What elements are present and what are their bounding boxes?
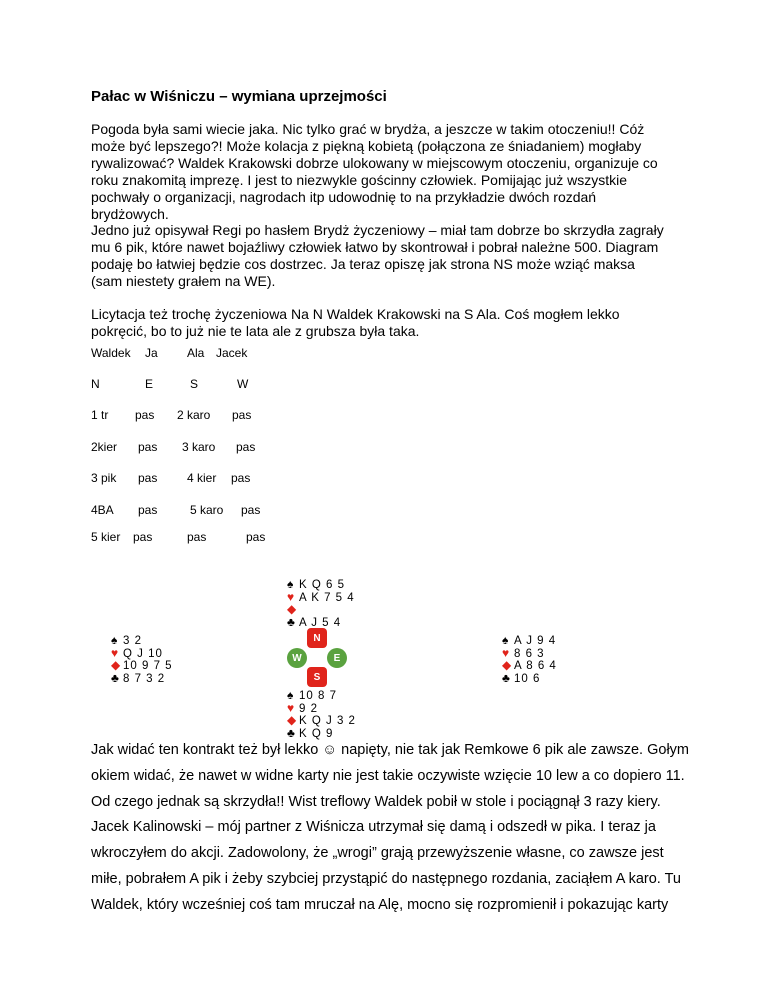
south-diamonds: K Q J 3 2 xyxy=(299,715,356,727)
compass-north: N xyxy=(307,628,327,648)
west-diamonds: 10 9 7 5 xyxy=(123,660,173,672)
auction-bid: pas xyxy=(241,503,261,517)
text-line: pochwały o organizacji, nagrodach itp udowodnię to na przykładzie dwóch rozdań xyxy=(91,189,597,205)
spade-icon: ♠ xyxy=(287,577,294,591)
auction-bid: 1 tr xyxy=(91,408,109,422)
text-line: Waldek, który wcześniej coś tam mruczał na Alę, mocno się rozpromienił i pokazując karty xyxy=(91,896,669,913)
text-line: wkroczyłem do akcji. Zadowolony, że „wrogi” grają przewyższenie własne, co zawsze jest xyxy=(91,845,664,862)
diamond-icon: ◆ xyxy=(502,658,512,672)
diamond-icon: ◆ xyxy=(287,602,297,616)
east-clubs: 10 6 xyxy=(514,672,541,685)
club-icon: ♣ xyxy=(287,725,295,740)
spade-icon: ♠ xyxy=(287,688,294,702)
compass-west: W xyxy=(287,648,307,668)
auction-bid: pas xyxy=(187,530,207,544)
east-diamonds: A 8 6 4 xyxy=(514,660,557,672)
text-line: Jedno już opisywał Regi po hasłem Brydż życzeniowy – miał tam dobrze bo skrzydła zagrały xyxy=(91,222,664,238)
auction-bid: 4 kier xyxy=(187,471,217,485)
auction-bid: pas xyxy=(138,471,158,485)
text-line: miłe, pobrałem A pik i żeby szybciej przystąpić do następnego rozdania, zaciąłem A karo. Tu xyxy=(91,870,681,887)
auction-bid: pas xyxy=(138,440,158,454)
text-line: mu 6 pik, które nawet bojaźliwy człowiek łatwo by skontrował i pobrał należne 500. Diagram xyxy=(91,239,659,255)
text-line: (sam niestety grałem na WE). xyxy=(91,273,276,289)
south-spades: 10 8 7 xyxy=(299,690,337,702)
club-icon: ♣ xyxy=(287,614,295,629)
auction-bid: pas xyxy=(236,440,256,454)
heart-icon: ♥ xyxy=(287,700,295,715)
auction-player: Ala xyxy=(187,346,205,360)
auction-seat: S xyxy=(190,377,199,391)
west-clubs: 8 7 3 2 xyxy=(123,672,166,685)
south-hand xyxy=(287,689,356,739)
text-line: może być lepszego?! Może kolacja z piękną kobietą (połączona ze śniadaniem) mogłaby xyxy=(91,138,642,154)
auction-bid: pas xyxy=(246,530,266,544)
spade-icon: ♠ xyxy=(111,633,118,647)
auction-bid: 5 karo xyxy=(190,503,224,517)
north-hearts: A K 7 5 4 xyxy=(299,591,355,604)
auction-bid: 3 pik xyxy=(91,471,117,485)
auction-bid: 3 karo xyxy=(182,440,216,454)
auction-bid: 2 karo xyxy=(177,408,211,422)
compass-graphic xyxy=(285,628,351,688)
auction-player: Jacek xyxy=(216,346,248,360)
text-line: Jak widać ten kontrakt też był lekko ☺ napięty, nie tak jak Remkowe 6 pik ale zawsze. Gołym xyxy=(91,742,690,758)
south-clubs: K Q 9 xyxy=(299,727,334,740)
text-line: brydżowych. xyxy=(91,206,169,222)
text-line: okiem widać, że nawet w widne karty nie jest takie oczywiste wzięcie 10 lew a co dopiero 11. xyxy=(91,767,685,784)
text-line: Licytacja też trochę życzeniowa Na N Waldek Krakowski na S Ala. Coś mogłem lekko xyxy=(91,306,620,322)
heart-icon: ♥ xyxy=(111,645,119,660)
text-line: roku znakomitą imprezę. I jest to niezwykle gościnny człowiek. Pomijając już wszystkie xyxy=(91,172,628,188)
south-hearts: 9 2 xyxy=(299,702,318,715)
text-line: Pogoda była sami wiecie jaka. Nic tylko grać w brydża, a jeszcze w takim otoczeniu!! Cóż xyxy=(91,121,645,137)
document-title: Pałac w Wiśniczu – wymiana uprzejmości xyxy=(91,88,387,105)
text-line: pokręcić, bo to już nie te lata ale z grubsza była taka. xyxy=(91,323,420,339)
text-line: rywalizować? Waldek Krakowski dobrze ulokowany w miejscowym otoczeniu, organizuje co xyxy=(91,155,658,171)
spade-icon: ♠ xyxy=(502,633,509,647)
diamond-icon: ◆ xyxy=(111,658,121,672)
west-hand xyxy=(111,634,173,684)
club-icon: ♣ xyxy=(111,670,119,685)
auction-seat: W xyxy=(237,377,249,391)
east-hearts: 8 6 3 xyxy=(514,647,545,660)
text-line: podaję bo łatwiej będzie cos dostrzec. Ja teraz opiszę jak strona NS może wziąć maksa xyxy=(91,256,635,272)
heart-icon: ♥ xyxy=(287,589,295,604)
auction-player: Waldek xyxy=(91,346,131,360)
auction-bid: 4BA xyxy=(91,503,114,517)
auction-player: Ja xyxy=(145,346,158,360)
auction-seat: N xyxy=(91,377,100,391)
east-spades: A J 9 4 xyxy=(514,635,557,647)
north-spades: K Q 6 5 xyxy=(299,579,345,591)
north-clubs: A J 5 4 xyxy=(299,616,342,629)
east-hand xyxy=(502,634,557,684)
auction-bid: pas xyxy=(231,471,251,485)
intro-paragraph xyxy=(91,121,701,223)
text-line: Od czego jednak są skrzydła!! Wist treflowy Waldek pobił w stole i pociągnął 3 razy kiery. xyxy=(91,793,661,810)
club-icon: ♣ xyxy=(502,670,510,685)
heart-icon: ♥ xyxy=(502,645,510,660)
compass-east: E xyxy=(327,648,347,668)
auction-bid: pas xyxy=(133,530,153,544)
third-paragraph xyxy=(91,306,701,340)
second-paragraph xyxy=(91,222,701,290)
narrative-paragraph xyxy=(91,738,701,919)
compass-south: S xyxy=(307,667,327,687)
diamond-icon: ◆ xyxy=(287,713,297,727)
auction-bid: 5 kier xyxy=(91,530,121,544)
auction-bid: pas xyxy=(135,408,155,422)
auction-seat: E xyxy=(145,377,154,391)
auction-bid: 2kier xyxy=(91,440,118,454)
west-hearts: Q J 10 xyxy=(123,647,163,660)
north-hand xyxy=(287,578,355,628)
west-spades: 3 2 xyxy=(123,635,142,647)
text-line: Jacek Kalinowski – mój partner z Wiśnicza utrzymał się damą i odszedł w pika. I teraz ja xyxy=(91,819,656,836)
auction-bid: pas xyxy=(138,503,158,517)
auction-bid: pas xyxy=(232,408,252,422)
